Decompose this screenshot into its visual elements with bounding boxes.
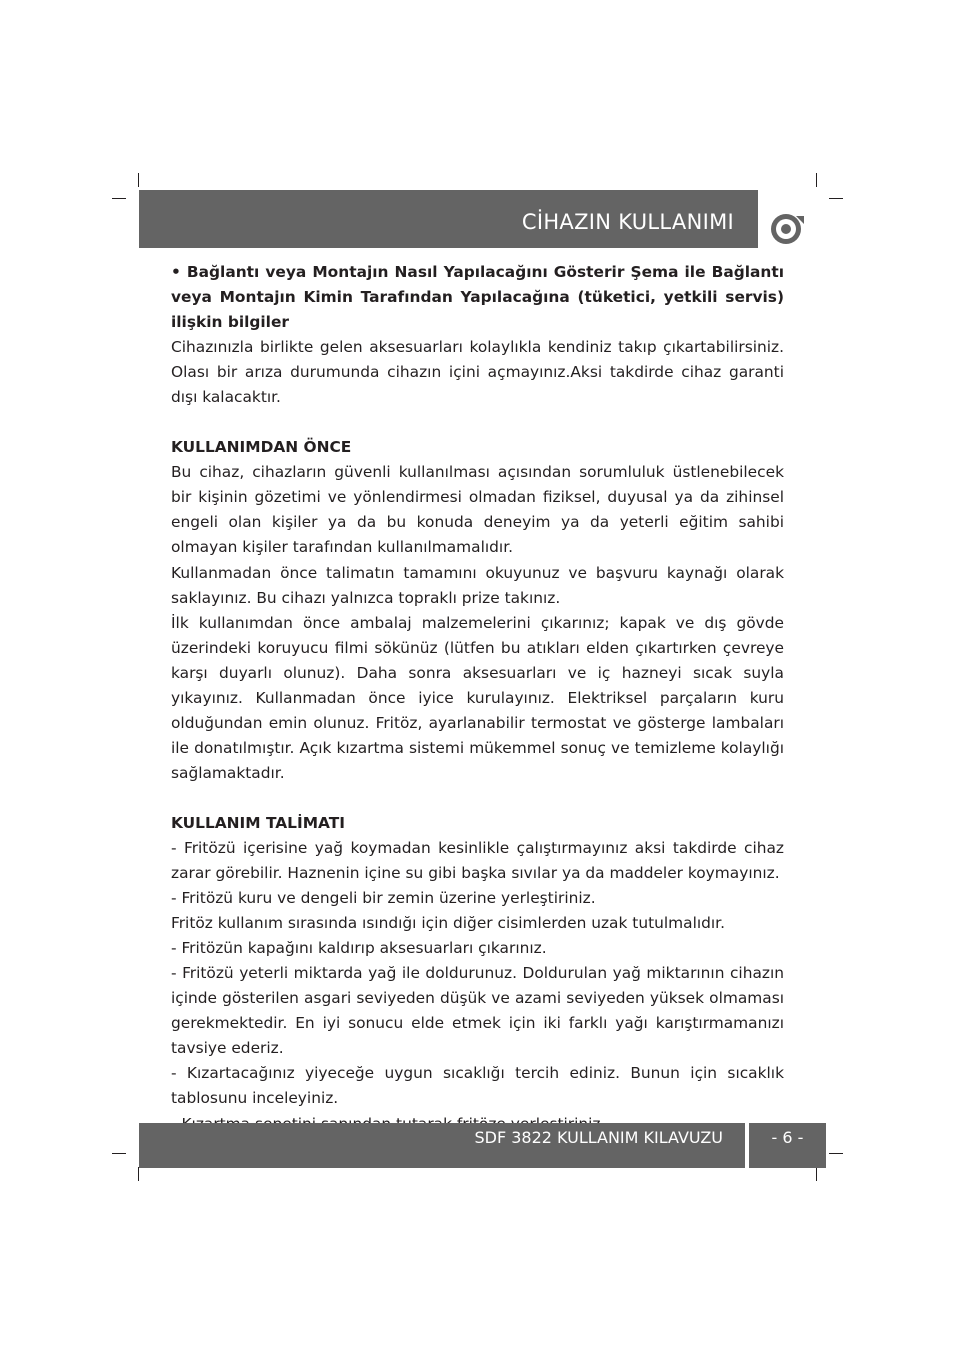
instruction-item: - Fritözü yeterli miktarda yağ ile doldurunuz. Doldurulan yağ miktarının cihazın içinde gösterilen asgari seviyeden düşük ve azami seviyeden yüksek olmaması gerekmektedir. En iyi sonucu elde etmek için iki farklı yağı karıştırmamanızı tavsiye ederiz.	[171, 964, 784, 1058]
instruction-item: - Fritözü kuru ve dengeli bir zemin üzerine yerleştiriniz.	[171, 889, 596, 908]
instruction-item: - Fritözü içerisine yağ koymadan kesinlikle çalıştırmayınız aksi takdirde cihaz zarar görebilir. Haznenin içine su gibi başka sıvılar ya da maddeler koymayınız.	[171, 838, 784, 883]
page-title: CİHAZIN KULLANIMI	[521, 210, 734, 234]
spacer	[171, 410, 784, 435]
crop-mark	[816, 173, 817, 187]
crop-mark	[112, 198, 126, 199]
crop-mark	[829, 198, 843, 199]
instruction-item: - Kızartacağınız yiyeceğe uygun sıcaklığı tercih ediniz. Bunun için sıcaklık tablosunu inceleyiniz.	[171, 1064, 784, 1108]
manual-title: SDF 3822 KULLANIM KILAVUZU	[474, 1128, 723, 1147]
intro-paragraph: Cihazınızla birlikte gelen aksesuarları kolaylıkla kendiniz takıp çıkartabilirsiniz. Olası bir arıza durumunda cihazın içini açmayınız.Aksi takdirde cihaz garanti dışı kalacaktır.	[171, 338, 784, 407]
page-number: - 6 -	[771, 1128, 804, 1147]
crop-mark	[816, 1167, 817, 1181]
instruction-item: - Fritözün kapağını kaldırıp aksesuarları çıkarınız.	[171, 939, 547, 958]
before-use-paragraph: İlk kullanımdan önce ambalaj malzemelerini çıkarınız; kapak ve dış gövde üzerindeki koruyucu filmi sökünüz (lütfen bu atıkları elden çıkartırken çevreye karşı duyarlı olunuz). Daha sonra aksesuarları ve iç hazneyi sıcak suyla yıkayınız. Kullanmadan önce iyice kurulayınız. Elektriksel parçaların kuru olduğundan emin olunuz. Fritöz, ayarlanabilir termostat ve gösterge lambaları ile donatılmıştır. Açık kızartma sistemi mükemmel sonuç ve temizleme kolaylığı sağlamaktadır.	[171, 613, 784, 782]
crop-mark	[829, 1153, 843, 1154]
crop-mark	[138, 1167, 139, 1181]
crop-mark	[138, 173, 139, 187]
header-bar	[139, 190, 758, 248]
footer-bar	[139, 1123, 745, 1168]
section-heading-instructions: KULLANIM TALİMATI	[171, 813, 345, 832]
before-use-paragraph: Bu cihaz, cihazların güvenli kullanılması açısından sorumluluk üstlenebilecek bir kişinin gözetimi ve yönlendirmesi olmadan fiziksel, duyusal ya da zihinsel engeli olan kişiler ya da bu konuda deneyim ya da yeterli eğitim sahibi olmayan kişiler tarafından kullanılmamalıdır.	[171, 463, 784, 557]
page-number-box	[749, 1123, 826, 1168]
intro-heading: • Bağlantı veya Montajın Nasıl Yapılacağını Gösterir Şema ile Bağlantı veya Montajın Kimin Tarafından Yapılacağına (tüketici, yetkili servis) ilişkin bilgiler	[171, 263, 784, 332]
brand-logo-icon	[768, 210, 806, 248]
instruction-item: Fritöz kullanım sırasında ısındığı için diğer cisimlerden uzak tutulmalıdır.	[171, 914, 725, 933]
section-heading-before-use: KULLANIMDAN ÖNCE	[171, 438, 352, 457]
main-content	[171, 260, 784, 1137]
before-use-paragraph: Kullanmadan önce talimatın tamamını okuyunuz ve başvuru kaynağı olarak saklayınız. Bu cihazı yalnızca topraklı prize takınız.	[171, 563, 784, 607]
crop-mark	[112, 1153, 126, 1154]
spacer	[171, 786, 784, 811]
